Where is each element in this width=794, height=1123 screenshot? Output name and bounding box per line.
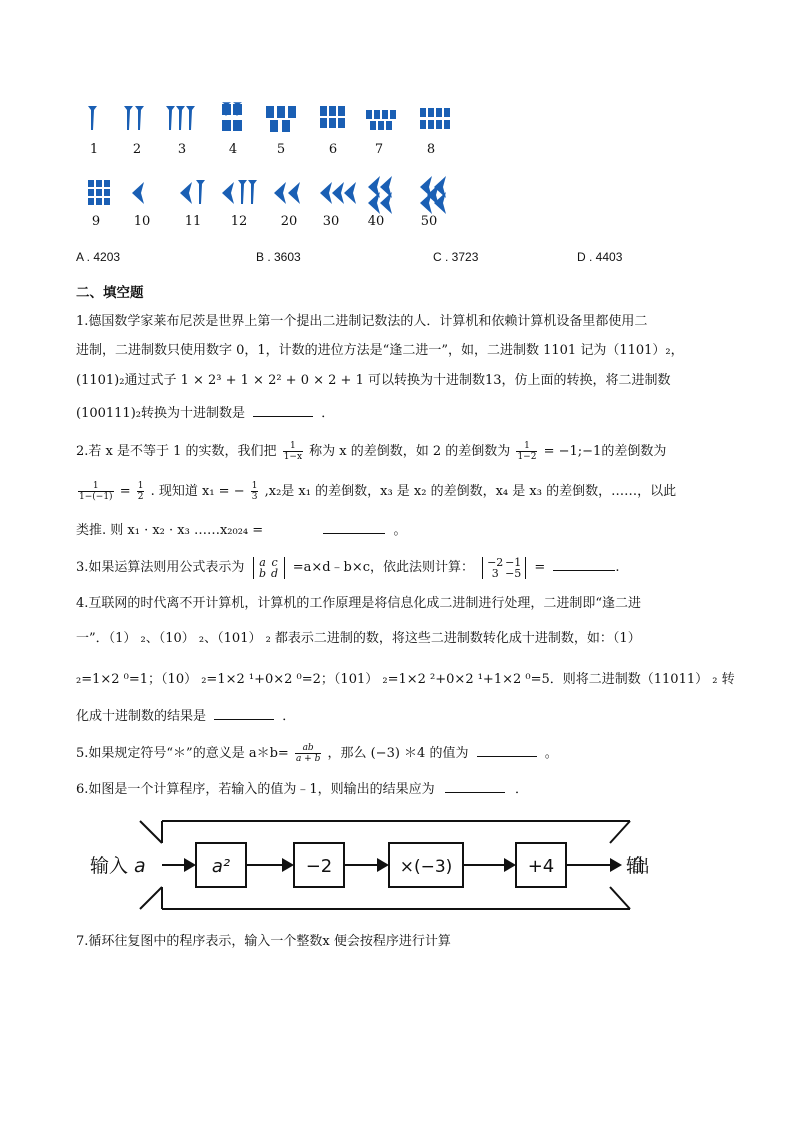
q5-end: 。	[544, 746, 558, 761]
q4-answer-blank[interactable]	[214, 705, 274, 720]
q5-text-b: ，那么 (−3) ＊4 的值为	[327, 746, 469, 761]
numeral-label: 1	[89, 142, 99, 157]
numeral-label: 40	[367, 214, 385, 229]
q1-line4	[76, 402, 726, 424]
q2-fraction-3: $\frac{1}{1-(-1)}$	[79, 481, 113, 502]
q5-line	[76, 742, 726, 764]
q4-line4	[76, 705, 726, 727]
numeral-label: 7	[374, 142, 384, 157]
numeral-label: 9	[91, 214, 101, 229]
q2-line3	[76, 519, 726, 541]
q3-line	[76, 556, 726, 579]
numeral-6-glyph	[320, 106, 345, 128]
q3-answer-blank[interactable]	[553, 556, 615, 571]
q4-end: ．	[282, 709, 296, 724]
q3-matrix-symbolic: a c b d	[253, 557, 285, 579]
numeral-label: 4	[228, 142, 238, 157]
numeral-label: 6	[328, 142, 338, 157]
q2-text-a: 2.若 x 是不等于 1 的实数，我们把	[76, 444, 277, 459]
q1-line1: 1.德国数学家莱布尼茨是世界上第一个提出二进制记数法的人．计算机和依赖计算机设备里都使用二	[76, 314, 648, 329]
numeral-label: 5	[276, 142, 286, 157]
numeral-label: 12	[230, 214, 248, 229]
numeral-label: 30	[322, 214, 340, 229]
q4-line3: ₂=1×2 ⁰=1；（10） ₂=1×2 ¹+0×2 ⁰=2；（101） ₂=1×2 ²+0×2 ¹+1×2 ⁰=5．则将二进制数（11011） ₂ 转	[76, 672, 735, 687]
numeral-5-glyph	[266, 106, 296, 132]
numeral-50-glyph	[420, 176, 446, 214]
q2-text-g: ,x₂是 x₁ 的差倒数，x₃ 是 x₂ 的差倒数，x₄ 是 x₃ 的差倒数，……，以此	[264, 484, 677, 499]
flow-input-label: 输入	[90, 855, 129, 877]
q3-end: .	[615, 560, 620, 575]
q2-text-c: = −1;−1的差倒数为	[543, 444, 667, 459]
numeral-label: 20	[280, 214, 298, 229]
q2-text-b: 称为 x 的差倒数，如 2 的差倒数为	[309, 444, 511, 459]
q2-text-d: =	[119, 484, 135, 499]
section-heading: 二、填空题	[76, 285, 144, 301]
choice-b[interactable]: B . 3603	[256, 250, 301, 264]
numeral-label: 2	[132, 142, 142, 157]
q1-line4-text: (100111)₂转换为十进制数是	[76, 406, 245, 421]
numeral-12-glyph	[222, 180, 257, 204]
flowchart-svg	[90, 815, 650, 915]
q4-line2: 一”．（1） ₂、（10） ₂、（101） ₂ 都表示二进制的数，将这些二进制数转化成十进制数，如：（1）	[76, 631, 641, 646]
arrow-head-4	[504, 858, 516, 872]
q2-line2	[76, 481, 726, 502]
flow-box3-label: ×(−3)	[399, 857, 453, 877]
numeral-30-glyph	[320, 182, 356, 204]
q6-answer-blank[interactable]	[445, 778, 505, 793]
q1-line2: 进制，二进制数只使用数字 0，1，计数的进位方法是“逢二进一”，如，二进制数 1101 记为（1101）₂，	[76, 343, 684, 358]
calculation-flowchart	[90, 815, 650, 915]
numeral-20-glyph	[274, 182, 300, 204]
q2-fraction-1: $\frac{1}{1-x}$	[283, 441, 303, 462]
q2-fraction-4: $\frac{1}{2}$	[137, 481, 144, 502]
numeral-7-glyph	[366, 110, 396, 130]
q2-end: 。	[393, 523, 407, 538]
arrow-head-5	[610, 858, 622, 872]
numeral-label: 50	[420, 214, 438, 229]
q2-fraction-2: $\frac{1}{1-2}$	[517, 441, 537, 462]
numeral-9-glyph	[88, 180, 110, 205]
q2-text-e: . 现知道 x₁ = −	[150, 484, 245, 499]
q2-line1	[76, 441, 726, 462]
q4-line4-text: 化成十进制数的结果是	[76, 709, 207, 724]
q5-fraction: $\frac{ab}{a + b}$	[295, 743, 321, 764]
numeral-1-glyph	[88, 106, 97, 130]
q1-line3: (1101)₂通过式子 1 × 2³ + 1 × 2² + 0 × 2 + 1 可以转换为十进制数13，仿上面的转换，将二进制数	[76, 373, 671, 388]
q7-line: 7.循环往复图中的程序表示，输入一个整数x 便会按程序进行计算	[76, 934, 451, 949]
numeral-label: 11	[184, 214, 202, 229]
q4-line1: 4.互联网的时代离不开计算机，计算机的工作原理是将信息化成二进制进行处理，二进制即“逢二进	[76, 596, 642, 611]
choice-c[interactable]: C . 3723	[433, 250, 479, 264]
q2-line3-text: 类推. 则 x₁ · x₂ · x₃ ……x₂₀₂₄ =	[76, 523, 264, 538]
q3-text-b: =a×d﹣b×c，依此法则计算：	[292, 560, 475, 575]
numeral-3-glyph	[166, 106, 195, 130]
q3-text-c: =	[534, 560, 550, 575]
flow-box4-label: +4	[527, 856, 555, 877]
q5-answer-blank[interactable]	[477, 742, 537, 757]
flow-box2-label: −2	[305, 856, 333, 877]
q2-fraction-5: $\frac{1}{3}$	[251, 481, 258, 502]
flow-output-label: 输出	[626, 855, 650, 877]
arrow-head-1	[184, 858, 196, 872]
numeral-10-glyph	[132, 182, 144, 204]
q6-text: 6.如图是一个计算程序，若输入的值为﹣1，则输出的结果应为	[76, 782, 435, 797]
q6-line	[76, 778, 726, 800]
numeral-label: 10	[133, 214, 151, 229]
q2-answer-blank[interactable]	[323, 519, 385, 534]
q3-matrix-numeric: −2 −1 3 −5	[482, 557, 526, 579]
numeral-2-glyph	[124, 106, 144, 130]
numeral-label: 8	[426, 142, 436, 157]
q3-text-a: 3.如果运算法则用公式表示为	[76, 560, 245, 575]
flow-box1-label: a²	[211, 856, 231, 877]
numeral-8-glyph	[420, 108, 450, 129]
q6-end: ．	[514, 782, 528, 797]
numeral-11-glyph	[180, 180, 205, 204]
numeral-label: 3	[177, 142, 187, 157]
arrow-head-3	[377, 858, 389, 872]
q5-text-a: 5.如果规定符号“＊”的意义是 a＊b=	[76, 746, 289, 761]
choice-a[interactable]: A . 4203	[76, 250, 121, 264]
choice-d[interactable]: D . 4403	[577, 250, 623, 264]
numeral-4-glyph	[222, 102, 242, 131]
q1-answer-blank[interactable]	[253, 402, 313, 417]
numeral-40-glyph	[368, 176, 392, 214]
flow-input-var: a	[134, 855, 146, 877]
arrow-head-2	[282, 858, 294, 872]
q1-end: ．	[321, 406, 335, 421]
